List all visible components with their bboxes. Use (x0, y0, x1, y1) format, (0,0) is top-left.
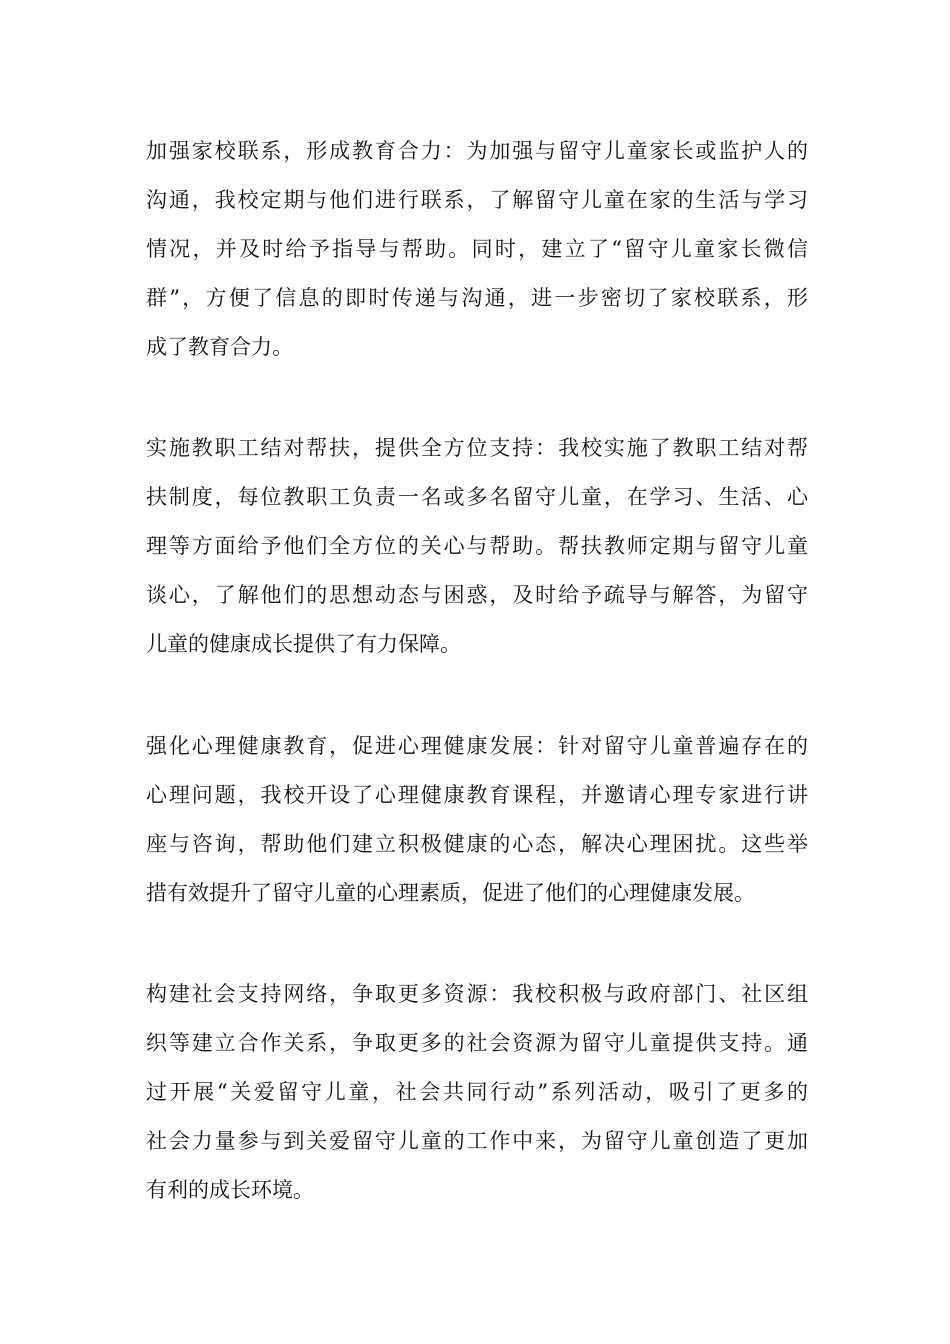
text-line: 加强家校联系，形成教育合力：为加强与留守儿童家长或监护人的 (146, 139, 808, 163)
text-line: 强化心理健康教育，促进心理健康发展：针对留守儿童普遍存在的 (146, 734, 808, 758)
paragraph-home-school-contact (146, 127, 808, 372)
paragraph-staff-pairing-support (146, 424, 808, 669)
paragraph-mental-health-education (146, 722, 808, 918)
text-line: 实施教职工结对帮扶，提供全方位支持：我校实施了教职工结对帮 (146, 436, 808, 460)
text-line: 织等建立合作关系，争取更多的社会资源为留守儿童提供支持。通 (146, 1031, 808, 1055)
text-line: 心理问题，我校开设了心理健康教育课程，并邀请心理专家进行讲 (146, 783, 808, 807)
text-line: 社会力量参与到关爱留守儿童的工作中来，为留守儿童创造了更加 (146, 1129, 808, 1153)
text-line: 有利的成长环境。 (146, 1178, 314, 1202)
text-line: 措有效提升了留守儿童的心理素质，促进了他们的心理健康发展。 (146, 881, 755, 905)
text-line: 情况，并及时给予指导与帮助。同时，建立了“留守儿童家长微信 (146, 237, 808, 261)
text-line: 座与咨询，帮助他们建立积极健康的心态，解决心理困扰。这些举 (146, 832, 808, 856)
paragraph-social-support-network (146, 970, 808, 1215)
text-line: 成了教育合力。 (146, 335, 293, 359)
text-line: 沟通，我校定期与他们进行联系，了解留守儿童在家的生活与学习 (146, 188, 808, 212)
text-line: 理等方面给予他们全方位的关心与帮助。帮扶教师定期与留守儿童 (146, 534, 808, 558)
text-line: 构建社会支持网络，争取更多资源：我校积极与政府部门、社区组 (146, 982, 808, 1006)
text-line: 过开展“关爱留守儿童，社会共同行动”系列活动，吸引了更多的 (146, 1080, 808, 1104)
text-line: 群”，方便了信息的即时传递与沟通，进一步密切了家校联系，形 (146, 286, 808, 310)
text-line: 儿童的健康成长提供了有力保障。 (146, 632, 461, 656)
text-line: 谈心，了解他们的思想动态与困惑，及时给予疏导与解答，为留守 (146, 583, 808, 607)
text-line: 扶制度，每位教职工负责一名或多名留守儿童，在学习、生活、心 (146, 485, 808, 509)
